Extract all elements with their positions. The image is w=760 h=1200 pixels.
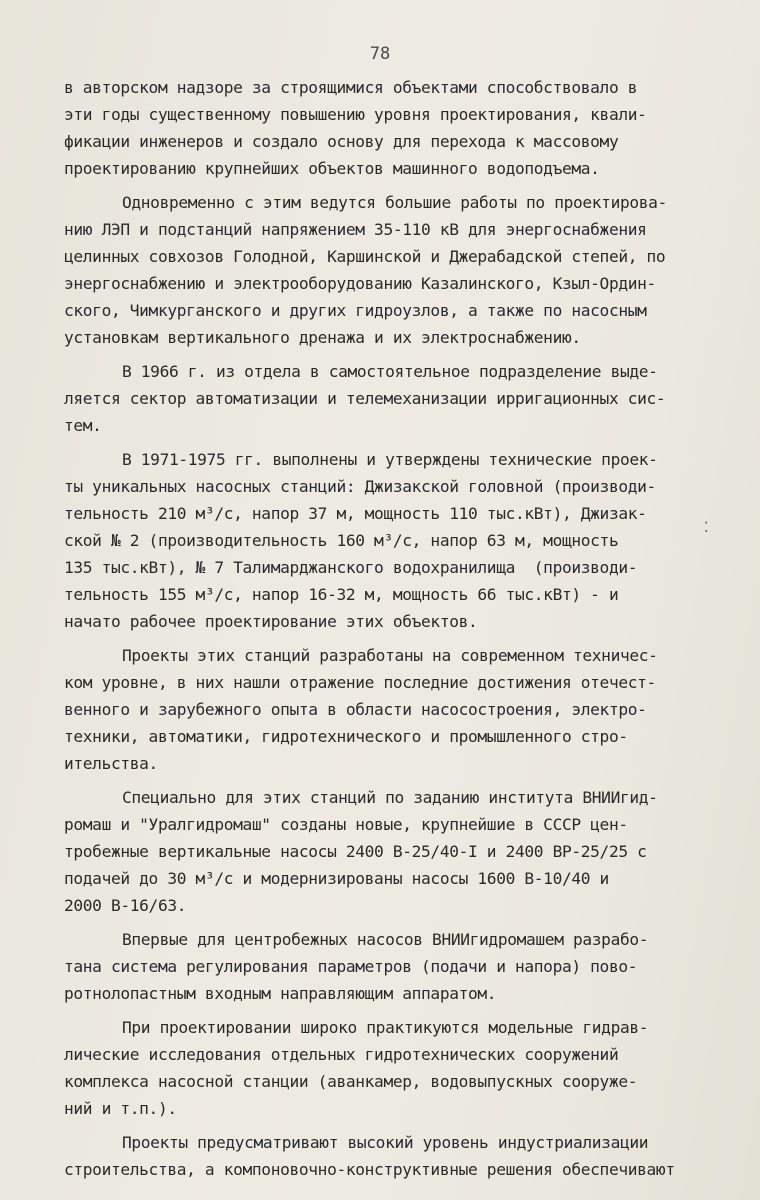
paragraph-gap — [64, 439, 714, 446]
text-line: строительства, а компоновочно-конструктивные решения обеспечивают — [64, 1160, 675, 1179]
margin-mark: ⁚ — [704, 520, 709, 536]
text-line: проектированию крупнейших объектов машинного водоподъема. — [64, 159, 600, 178]
text-line: В 1966 г. из отдела в самостоятельное подразделение выде- — [122, 362, 658, 381]
text-line: тельность 210 м³/с, напор 37 м, мощность 110 тыс.кВт), Джизак- — [64, 504, 647, 523]
text-line: ромаш и "Уралгидромаш" созданы новые, крупнейшие в СССР цен- — [64, 815, 628, 834]
body-text — [64, 74, 714, 1183]
text-line: 2000 В-16/63. — [64, 896, 187, 915]
text-line: ляется сектор автоматизации и телемеханизации ирригационных сис- — [64, 389, 666, 408]
paragraph-gap — [64, 635, 714, 642]
text-line: тем. — [64, 416, 102, 435]
text-line: ты уникальных насосных станций: Джизакской головной (производи- — [64, 477, 656, 496]
text-line: эти годы существенному повышению уровня проектирования, квали- — [64, 105, 647, 124]
text-line: тельность 155 м³/с, напор 16-32 м, мощность 66 тыс.кВт) - и — [64, 585, 619, 604]
paragraph-gap — [64, 1122, 714, 1129]
text-line: В 1971-1975 гг. выполнены и утверждены технические проек- — [122, 450, 658, 469]
paragraph — [64, 189, 714, 351]
text-line: фикации инженеров и создало основу для перехода к массовому — [64, 132, 619, 151]
text-line: Впервые для центробежных насосов ВНИИгидромашем разрабо- — [122, 930, 649, 949]
text-line: ительства. — [64, 754, 158, 773]
paragraph — [64, 926, 714, 1007]
text-line: Проекты предусматривают высокий уровень индустриализации — [122, 1133, 649, 1152]
text-line: ротнолопастным входным направляющим аппаратом. — [64, 984, 497, 1003]
text-line: Одновременно с этим ведутся большие работы по проектирова- — [122, 193, 667, 212]
text-line: техники, автоматики, гидротехнического и промышленного стро- — [64, 727, 628, 746]
paragraph — [64, 358, 714, 439]
paragraph-gap — [64, 919, 714, 926]
text-line: венного и зарубежного опыта в области насосостроения, электро- — [64, 700, 647, 719]
text-line: Специально для этих станций по заданию института ВНИИгид- — [122, 788, 658, 807]
paragraph — [64, 74, 714, 182]
paragraph — [64, 642, 714, 777]
paragraph-gap — [64, 777, 714, 784]
text-line: 135 тыс.кВт), № 7 Талимарджанского водохранилища (производи- — [64, 558, 638, 577]
text-line: ской № 2 (производительность 160 м³/с, напор 63 м, мощность — [64, 531, 619, 550]
page-number: 78 — [369, 44, 391, 64]
text-line: ний и т.п.). — [64, 1099, 177, 1118]
text-line: При проектировании широко практикуются модельные гидрав- — [122, 1018, 649, 1037]
text-line: ком уровне, в них нашли отражение последние достижения отечест- — [64, 673, 656, 692]
paragraph — [64, 1129, 714, 1183]
text-line: энергоснабжению и электрооборудованию Казалинского, Кзыл-Ордин- — [64, 274, 656, 293]
paragraph — [64, 1014, 714, 1122]
text-line: целинных совхозов Голодной, Каршинской и Джерабадской степей, по — [64, 247, 666, 266]
text-line: начато рабочее проектирование этих объектов. — [64, 612, 478, 631]
paragraph-gap — [64, 351, 714, 358]
paragraph-gap — [64, 1007, 714, 1014]
text-line: тана система регулирования параметров (подачи и напора) пово- — [64, 957, 638, 976]
text-line: нию ЛЭП и подстанций напряжением 35-110 кВ для энергоснабжения — [64, 220, 647, 239]
text-line: тробежные вертикальные насосы 2400 В-25/40-I и 2400 ВР-25/25 с — [64, 842, 647, 861]
text-line: комплекса насосной станции (аванкамер, водовыпускных сооруже- — [64, 1072, 638, 1091]
paragraph — [64, 784, 714, 919]
text-line: в авторском надзоре за строящимися объектами способствовало в — [64, 78, 638, 97]
text-line: ского, Чимкурганского и других гидроузлов, а также по насосным — [64, 301, 647, 320]
text-line: установкам вертикального дренажа и их электроснабжению. — [64, 328, 581, 347]
paragraph — [64, 446, 714, 635]
text-line: подачей до 30 м³/с и модернизированы насосы 1600 В-10/40 и — [64, 869, 609, 888]
text-line: Проекты этих станций разработаны на современном техничес- — [122, 646, 658, 665]
paragraph-gap — [64, 182, 714, 189]
text-line: лические исследования отдельных гидротехнических сооружений — [64, 1045, 619, 1064]
